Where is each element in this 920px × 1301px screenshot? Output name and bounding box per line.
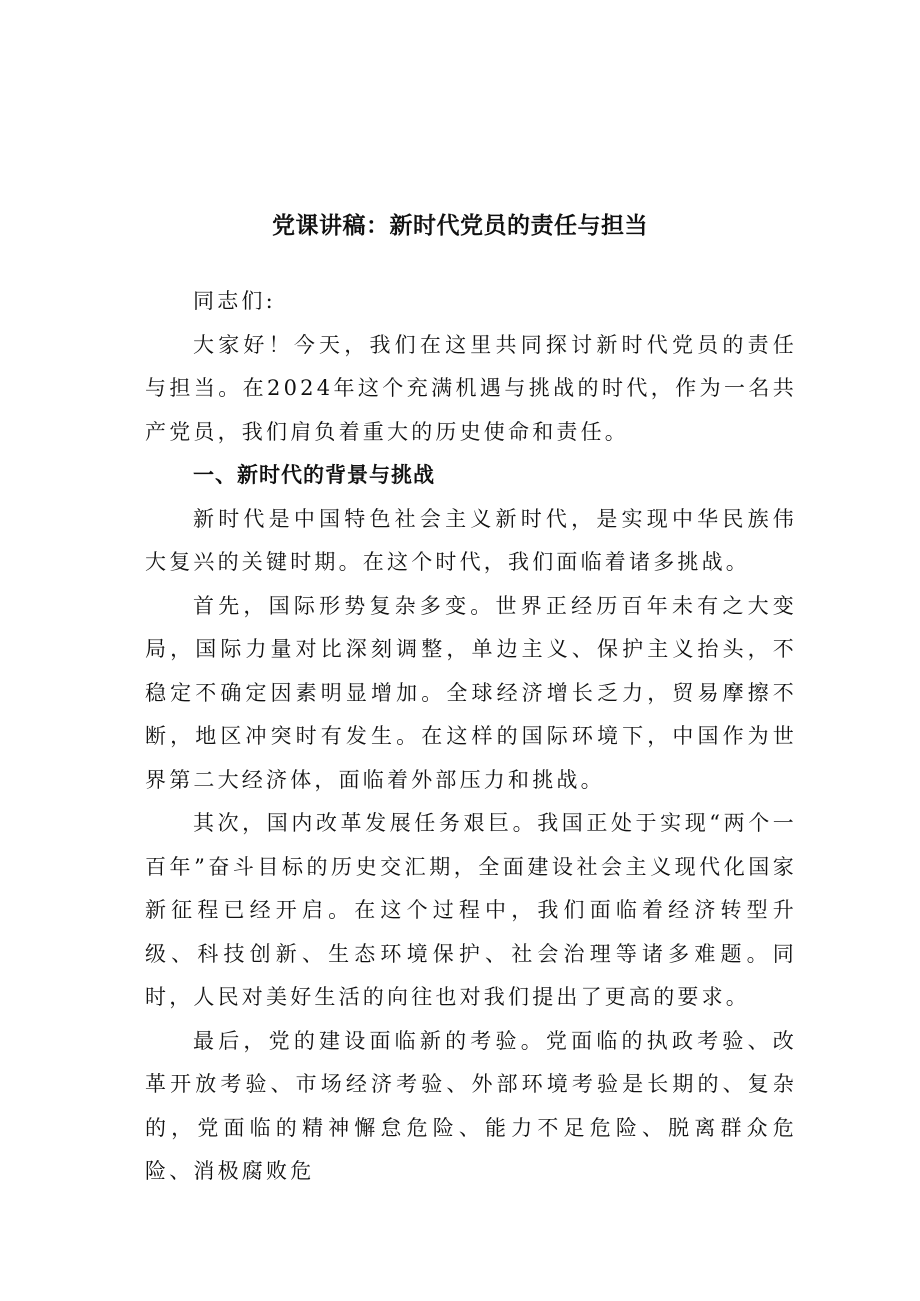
paragraph-party-building: 最后，党的建设面临新的考验。党面临的执政考验、改革开放考验、市场经济考验、外部环境考验是长期的、复杂的，党面临的精神懈怠危险、能力不足危险、脱离群众危险、消极腐败危 — [145, 1028, 797, 1183]
document-title: 党课讲稿：新时代党员的责任与担当 — [272, 213, 648, 239]
salutation: 同志们: — [193, 289, 276, 313]
paragraph-international: 首先，国际形势复杂多变。世界正经历百年未有之大变局，国际力量对比深刻调整，单边主义、保护主义抬头，不稳定不确定因素明显增加。全球经济增长乏力，贸易摩擦不断，地区冲突时有发生。在这样的国际环境下，中国作为世界第二大经济体，面临着外部压力和挑战。 — [145, 593, 797, 792]
paragraph-background: 新时代是中国特色社会主义新时代，是实现中华民族伟大复兴的关键时期。在这个时代，我们面临着诸多挑战。 — [145, 506, 797, 574]
paragraph-domestic: 其次，国内改革发展任务艰巨。我国正处于实现“两个一百年”奋斗目标的历史交汇期，全面建设社会主义现代化国家新征程已经开启。在这个过程中，我们面临着经济转型升级、科技创新、生态环境保护、社会治理等诸多难题。同时，人民对美好生活的向往也对我们提出了更高的要求。 — [145, 811, 797, 1009]
document-body — [145, 280, 797, 1194]
section-heading: 一、新时代的背景与挑战 — [193, 463, 435, 487]
intro-paragraph: 大家好！今天，我们在这里共同探讨新时代党员的责任与担当。在2024年这个充满机遇与挑战的时代，作为一名共产党员，我们肩负着重大的历史使命和责任。 — [145, 332, 797, 444]
